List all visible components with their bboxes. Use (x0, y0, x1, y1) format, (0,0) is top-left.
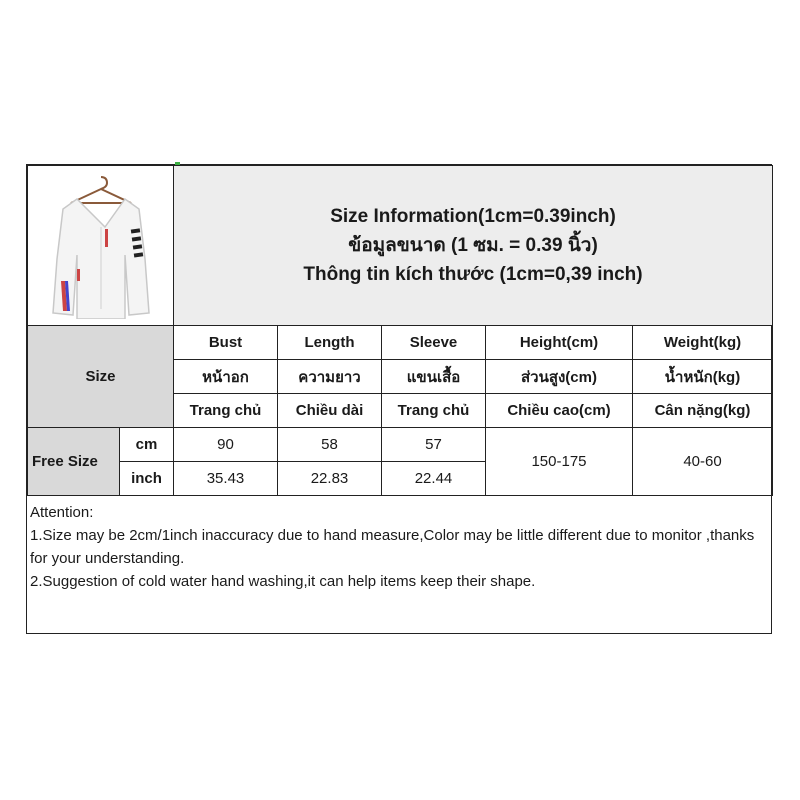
size-information-header (174, 166, 773, 326)
column-header-height-vi: Chiều cao(cm) (486, 394, 633, 428)
header-title-en: Size Information(1cm=0.39inch) (330, 206, 616, 227)
column-header-sleeve-th: แขนเสื้อ (382, 360, 486, 394)
weight-range-value: 40-60 (633, 428, 773, 496)
unit-cm: cm (120, 428, 174, 462)
length-inch-value: 22.83 (278, 462, 382, 496)
column-header-length-en: Length (278, 326, 382, 360)
attention-note-1: 1.Size may be 2cm/1inch inaccuracy due to hand measure,Color may be little different due to monitor ,thanks for your understanding. (30, 527, 755, 567)
size-name-free-size: Free Size (28, 428, 120, 496)
size-table (27, 165, 773, 496)
height-range-value: 150-175 (486, 428, 633, 496)
size-label: Size (28, 326, 174, 428)
column-header-weight-vi: Cân nặng(kg) (633, 394, 773, 428)
bust-inch-value: 35.43 (174, 462, 278, 496)
bust-cm-value: 90 (174, 428, 278, 462)
size-chart-sheet (26, 164, 772, 634)
column-header-bust-en: Bust (174, 326, 278, 360)
white-cardigan-on-hanger-icon (31, 169, 171, 319)
sleeve-cm-value: 57 (382, 428, 486, 462)
product-photo (28, 166, 174, 326)
header-title-vi: Thông tin kích thước (1cm=0,39 inch) (303, 264, 643, 285)
attention-notes (30, 501, 767, 593)
column-header-bust-vi: Trang chủ (174, 394, 278, 428)
column-header-bust-th: หน้าอก (174, 360, 278, 394)
sleeve-inch-value: 22.44 (382, 462, 486, 496)
header-title-th: ข้อมูลขนาด (1 ซม. = 0.39 นิ้ว) (348, 235, 598, 256)
unit-inch: inch (120, 462, 174, 496)
column-header-sleeve-vi: Trang chủ (382, 394, 486, 428)
column-header-height-en: Height(cm) (486, 326, 633, 360)
column-header-sleeve-en: Sleeve (382, 326, 486, 360)
attention-title: Attention: (30, 504, 94, 521)
column-header-length-vi: Chiều dài (278, 394, 382, 428)
column-header-weight-th: น้ำหนัก(kg) (633, 360, 773, 394)
attention-note-2: 2.Suggestion of cold water hand washing,it can help items keep their shape. (30, 573, 536, 590)
column-header-height-th: ส่วนสูง(cm) (486, 360, 633, 394)
length-cm-value: 58 (278, 428, 382, 462)
column-header-length-th: ความยาว (278, 360, 382, 394)
column-header-weight-en: Weight(kg) (633, 326, 773, 360)
